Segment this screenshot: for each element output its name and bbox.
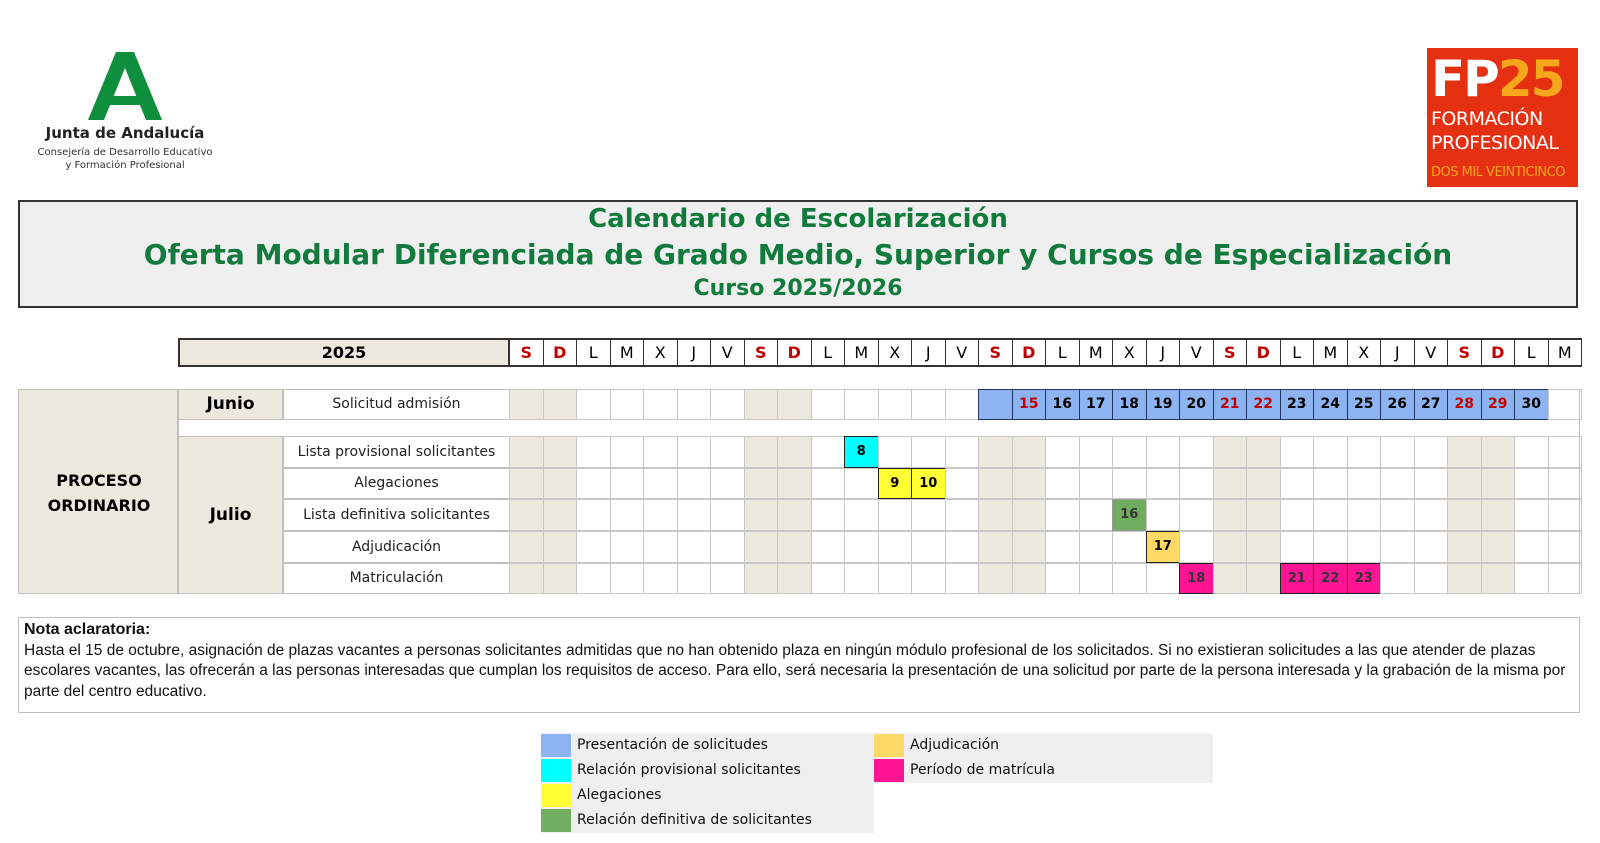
calendar-cell	[811, 389, 846, 420]
calendar-day-mark: 15	[1012, 389, 1047, 420]
calendar-day-mark: 10	[911, 468, 946, 499]
legend-item	[541, 758, 874, 783]
day-header-29: D	[1481, 338, 1516, 367]
calendar-cell	[978, 468, 1013, 499]
process-label-line2: ORDINARIO	[47, 496, 151, 515]
calendar-cell	[844, 389, 879, 420]
calendar-cell	[978, 389, 1013, 420]
calendar-cell	[1447, 531, 1482, 563]
calendar-cell	[777, 436, 812, 468]
day-header-5: J	[677, 338, 712, 367]
calendar-cell	[1045, 436, 1080, 468]
calendar-day-mark: 16	[1112, 499, 1147, 531]
calendar-cell	[1414, 563, 1449, 594]
calendar-cell	[1045, 563, 1080, 594]
calendar-cell	[710, 468, 745, 499]
calendar-cell	[576, 531, 611, 563]
calendar-cell	[1548, 499, 1583, 531]
day-header-17: M	[1079, 338, 1114, 367]
calendar-cell	[1347, 531, 1382, 563]
calendar-cell	[1481, 563, 1516, 594]
day-header-21: S	[1213, 338, 1248, 367]
day-header-11: X	[878, 338, 913, 367]
nota-aclaratoria	[18, 617, 1580, 713]
calendar-cell	[1548, 531, 1583, 563]
calendar-cell	[878, 389, 913, 420]
calendar-cell	[945, 563, 980, 594]
calendar-cell	[1548, 563, 1583, 594]
day-header-12: J	[911, 338, 946, 367]
calendar-cell	[1280, 531, 1315, 563]
calendar-cell	[1246, 531, 1281, 563]
calendar-cell	[1246, 436, 1281, 468]
legend-item	[541, 808, 874, 833]
calendar-day-mark: 23	[1280, 389, 1315, 420]
calendar-cell	[1514, 499, 1549, 531]
calendar-cell	[811, 499, 846, 531]
calendar-cell	[744, 531, 779, 563]
junta-andalucia-logo	[30, 52, 220, 172]
legend-item	[874, 758, 1213, 783]
calendar-cell	[1045, 531, 1080, 563]
calendar-cell	[1246, 563, 1281, 594]
day-header-6: V	[710, 338, 745, 367]
calendar-cell	[1481, 499, 1516, 531]
calendar-cell	[1481, 531, 1516, 563]
calendar-cell	[1045, 499, 1080, 531]
calendar-cell	[1514, 436, 1549, 468]
calendar-cell	[509, 468, 544, 499]
fp-logo-line3: DOS MIL VEINTICINCO	[1431, 165, 1565, 180]
legend-swatch	[874, 759, 904, 782]
day-header-15: D	[1012, 338, 1047, 367]
calendar-cell	[811, 468, 846, 499]
calendar-cell	[1112, 563, 1147, 594]
calendar-cell	[643, 499, 678, 531]
legend-label: Presentación de solicitudes	[577, 737, 768, 753]
calendar-cell	[945, 468, 980, 499]
calendar-cell	[677, 531, 712, 563]
fp-logo-prefix: FP	[1431, 50, 1498, 108]
course-year: Curso 2025/2026	[693, 276, 903, 301]
title-box	[18, 200, 1578, 308]
calendar-cell	[1313, 531, 1348, 563]
calendar-cell	[1079, 499, 1114, 531]
calendar-cell	[509, 499, 544, 531]
calendar-cell	[1146, 468, 1181, 499]
calendar-cell	[1079, 563, 1114, 594]
day-header-13: V	[945, 338, 980, 367]
calendar-cell	[1514, 468, 1549, 499]
calendar-cell	[543, 563, 578, 594]
row-label-0: Solicitud admisión	[283, 389, 510, 420]
calendar-day-mark: 21	[1213, 389, 1248, 420]
org-sub-line1: Consejería de Desarrollo Educativo	[37, 147, 213, 158]
month-june: Junio	[178, 389, 283, 420]
calendar-cell	[1146, 436, 1181, 468]
calendar-day-mark: 21	[1280, 563, 1315, 594]
calendar-cell	[643, 563, 678, 594]
calendar-cell	[576, 499, 611, 531]
calendar-year: 2025	[178, 338, 510, 367]
calendar-cell	[710, 563, 745, 594]
calendar-cell	[677, 389, 712, 420]
day-header-10: M	[844, 338, 879, 367]
calendar-cell	[978, 563, 1013, 594]
calendar-cell	[1179, 531, 1214, 563]
calendar-cell	[844, 499, 879, 531]
calendar-cell	[1179, 436, 1214, 468]
calendar-cell	[1112, 468, 1147, 499]
day-header-25: X	[1347, 338, 1382, 367]
calendar-cell	[911, 499, 946, 531]
calendar-cell	[1012, 563, 1047, 594]
day-header-24: M	[1313, 338, 1348, 367]
calendar-cell	[610, 468, 645, 499]
calendar-cell	[744, 563, 779, 594]
process-label-line1: PROCESO	[56, 471, 142, 490]
calendar-cell	[677, 499, 712, 531]
day-header-0: S	[509, 338, 544, 367]
calendar-cell	[1347, 499, 1382, 531]
calendar-cell	[1347, 468, 1382, 499]
calendar-day-mark: 27	[1414, 389, 1449, 420]
calendar-cell	[1012, 468, 1047, 499]
calendar-day-mark: 16	[1045, 389, 1080, 420]
calendar-day-mark: 17	[1079, 389, 1114, 420]
calendar-day-mark: 24	[1313, 389, 1348, 420]
calendar-cell	[509, 436, 544, 468]
calendar-cell	[509, 563, 544, 594]
calendar-cell	[911, 531, 946, 563]
calendar-cell	[543, 436, 578, 468]
calendar-day-mark: 22	[1313, 563, 1348, 594]
day-header-19: J	[1146, 338, 1181, 367]
calendar-cell	[1313, 436, 1348, 468]
day-header-14: S	[978, 338, 1013, 367]
calendar-cell	[543, 389, 578, 420]
calendar-cell	[576, 436, 611, 468]
calendar-cell	[1447, 468, 1482, 499]
calendar-cell	[878, 563, 913, 594]
calendar-cell	[610, 563, 645, 594]
calendar-cell	[945, 436, 980, 468]
calendar-cell	[1514, 563, 1549, 594]
calendar-cell	[777, 499, 812, 531]
calendar-cell	[1481, 468, 1516, 499]
calendar-cell	[1414, 468, 1449, 499]
calendar-cell	[1548, 436, 1583, 468]
day-header-27: V	[1414, 338, 1449, 367]
calendar-cell	[677, 468, 712, 499]
calendar-cell	[1079, 468, 1114, 499]
calendar-cell	[945, 499, 980, 531]
calendar-cell	[1179, 499, 1214, 531]
calendar-cell	[1045, 468, 1080, 499]
day-header-2: L	[576, 338, 611, 367]
legend-swatch	[874, 734, 904, 757]
calendar-cell	[1146, 499, 1181, 531]
month-july: Julio	[178, 436, 283, 594]
legend-label: Período de matrícula	[910, 762, 1056, 778]
calendar-cell	[1514, 531, 1549, 563]
calendar-cell	[1380, 563, 1415, 594]
legend-label: Adjudicación	[910, 737, 1000, 753]
calendar-cell	[1548, 389, 1583, 420]
row-label-3: Lista definitiva solicitantes	[283, 499, 510, 531]
calendar-day-mark: 29	[1481, 389, 1516, 420]
calendar-cell	[643, 436, 678, 468]
calendar-day-mark: 23	[1347, 563, 1382, 594]
calendar-cell	[576, 468, 611, 499]
calendar-cell	[677, 563, 712, 594]
calendar-cell	[643, 389, 678, 420]
fp-logo-line2: PROFESIONAL	[1431, 132, 1559, 154]
page-subtitle: Oferta Modular Diferenciada de Grado Medio, Superior y Cursos de Especialización	[143, 238, 1453, 271]
calendar-cell	[1213, 499, 1248, 531]
calendar-day-mark: 8	[844, 436, 879, 468]
calendar-day-mark: 25	[1347, 389, 1382, 420]
calendar-day-mark: 26	[1380, 389, 1415, 420]
legend-item	[541, 733, 874, 758]
calendar-cell	[576, 563, 611, 594]
calendar-cell	[1414, 436, 1449, 468]
calendar-day-mark: 30	[1514, 389, 1549, 420]
calendar-cell	[744, 389, 779, 420]
legend-swatch	[541, 784, 571, 807]
fp25-logo	[1427, 48, 1578, 187]
calendar-cell	[1112, 436, 1147, 468]
page-title: Calendario de Escolarización	[588, 204, 1008, 234]
day-header-18: X	[1112, 338, 1147, 367]
calendar-cell	[1246, 468, 1281, 499]
calendar-cell	[878, 531, 913, 563]
calendar-cell	[1079, 531, 1114, 563]
legend-item	[874, 733, 1213, 758]
calendar-cell	[1280, 468, 1315, 499]
calendar-cell	[677, 436, 712, 468]
day-header-8: D	[777, 338, 812, 367]
calendar-cell	[978, 531, 1013, 563]
legend-swatch	[541, 759, 571, 782]
day-header-23: L	[1280, 338, 1315, 367]
calendar-cell	[911, 563, 946, 594]
calendar-cell	[1548, 468, 1583, 499]
calendar-cell	[1313, 468, 1348, 499]
calendar-day-mark: 22	[1246, 389, 1281, 420]
legend-label: Relación definitiva de solicitantes	[577, 812, 812, 828]
calendar-cell	[1213, 468, 1248, 499]
calendar-cell	[1380, 436, 1415, 468]
calendar-cell	[978, 499, 1013, 531]
calendar-cell	[1146, 563, 1181, 594]
calendar-day-mark: 18	[1179, 563, 1214, 594]
calendar-day-mark: 18	[1112, 389, 1147, 420]
calendar-cell	[1447, 499, 1482, 531]
calendar-cell	[811, 531, 846, 563]
calendar-cell	[543, 531, 578, 563]
row-label-5: Matriculación	[283, 563, 510, 594]
calendar-cell	[710, 499, 745, 531]
calendar-cell	[777, 563, 812, 594]
fp-logo-suffix: 25	[1497, 50, 1564, 108]
calendar-cell	[1246, 499, 1281, 531]
calendar-cell	[1213, 531, 1248, 563]
calendar-cell	[744, 499, 779, 531]
calendar-cell	[1079, 436, 1114, 468]
calendar-cell	[911, 436, 946, 468]
calendar-cell	[1347, 436, 1382, 468]
calendar-cell	[878, 499, 913, 531]
calendar-cell	[844, 563, 879, 594]
calendar-day-mark: 17	[1146, 531, 1181, 563]
calendar-cell	[509, 531, 544, 563]
calendar-cell	[643, 468, 678, 499]
calendar-cell	[777, 389, 812, 420]
nota-text: Hasta el 15 de octubre, asignación de plazas vacantes a personas solicitantes admitidas que no han obtenido plaza en ningún módulo profesional de los solicitados. Si no existieran solicitudes a las que atender de plazas escolares vacantes, las ofrecerán a las personas interesadas que cumplan los requisitos de acceso. Para ello, será necesaria la presentación de una solicitud por parte de la persona interesada y la grabación de la misma por parte del centro educativo.	[24, 641, 1566, 700]
calendar-cell	[710, 531, 745, 563]
day-header-7: S	[744, 338, 779, 367]
calendar-cell	[610, 499, 645, 531]
calendar-cell	[509, 389, 544, 420]
calendar-cell	[1447, 563, 1482, 594]
nota-title: Nota aclaratoria:	[24, 621, 151, 638]
day-header-3: M	[610, 338, 645, 367]
junta-andalucia-emblem-icon	[88, 52, 162, 120]
row-label-1: Lista provisional solicitantes	[283, 436, 510, 468]
legend-swatch	[541, 734, 571, 757]
day-header-22: D	[1246, 338, 1281, 367]
calendar-cell	[643, 531, 678, 563]
calendar-cell	[945, 389, 980, 420]
calendar-cell	[878, 436, 913, 468]
calendar-cell	[1380, 499, 1415, 531]
calendar-cell	[777, 531, 812, 563]
day-header-16: L	[1045, 338, 1080, 367]
calendar-cell	[543, 468, 578, 499]
day-header-26: J	[1380, 338, 1415, 367]
calendar-cell	[1112, 531, 1147, 563]
calendar-cell	[610, 436, 645, 468]
calendar-cell	[1012, 436, 1047, 468]
calendar-cell	[710, 389, 745, 420]
calendar-day-mark: 19	[1146, 389, 1181, 420]
calendar-cell	[777, 468, 812, 499]
calendar-cell	[710, 436, 745, 468]
calendar-cell	[844, 531, 879, 563]
calendar-cell	[1280, 499, 1315, 531]
calendar-cell	[610, 531, 645, 563]
calendar-header-row	[178, 338, 1578, 367]
calendar-cell	[1012, 499, 1047, 531]
calendar-cell	[543, 499, 578, 531]
calendar-cell	[1313, 499, 1348, 531]
legend-swatch	[541, 809, 571, 832]
calendar-cell	[1447, 436, 1482, 468]
calendar-cell	[576, 389, 611, 420]
calendar-cell	[744, 436, 779, 468]
calendar-cell	[1481, 436, 1516, 468]
calendar-cell	[1179, 468, 1214, 499]
day-header-28: S	[1447, 338, 1482, 367]
calendar-cell	[744, 468, 779, 499]
day-header-1: D	[543, 338, 578, 367]
row-label-2: Alegaciones	[283, 468, 510, 499]
day-header-20: V	[1179, 338, 1214, 367]
calendar-cell	[811, 436, 846, 468]
calendar-cell	[844, 468, 879, 499]
calendar-cell	[1213, 563, 1248, 594]
calendar-day-mark: 28	[1447, 389, 1482, 420]
legend-label: Relación provisional solicitantes	[577, 762, 801, 778]
legend-item	[541, 783, 874, 808]
day-header-31: M	[1548, 338, 1583, 367]
calendar-cell	[1213, 436, 1248, 468]
calendar-cell	[978, 436, 1013, 468]
day-header-4: X	[643, 338, 678, 367]
calendar-cell	[1380, 468, 1415, 499]
fp-logo-line1: FORMACIÓN	[1431, 108, 1543, 130]
calendar-cell	[1414, 531, 1449, 563]
row-label-4: Adjudicación	[283, 531, 510, 563]
org-sub-line2: y Formación Profesional	[65, 160, 185, 171]
org-name: Junta de Andalucía	[45, 124, 205, 142]
calendar-day-mark: 20	[1179, 389, 1214, 420]
day-header-9: L	[811, 338, 846, 367]
calendar-cell	[911, 389, 946, 420]
calendar-cell	[1012, 531, 1047, 563]
calendar-cell	[1380, 531, 1415, 563]
day-header-30: L	[1514, 338, 1549, 367]
calendar-cell	[610, 389, 645, 420]
calendar-cell	[945, 531, 980, 563]
calendar-cell	[1280, 436, 1315, 468]
calendar-cell	[1414, 499, 1449, 531]
calendar-day-mark: 9	[878, 468, 913, 499]
legend-label: Alegaciones	[577, 787, 662, 803]
calendar-cell	[811, 563, 846, 594]
